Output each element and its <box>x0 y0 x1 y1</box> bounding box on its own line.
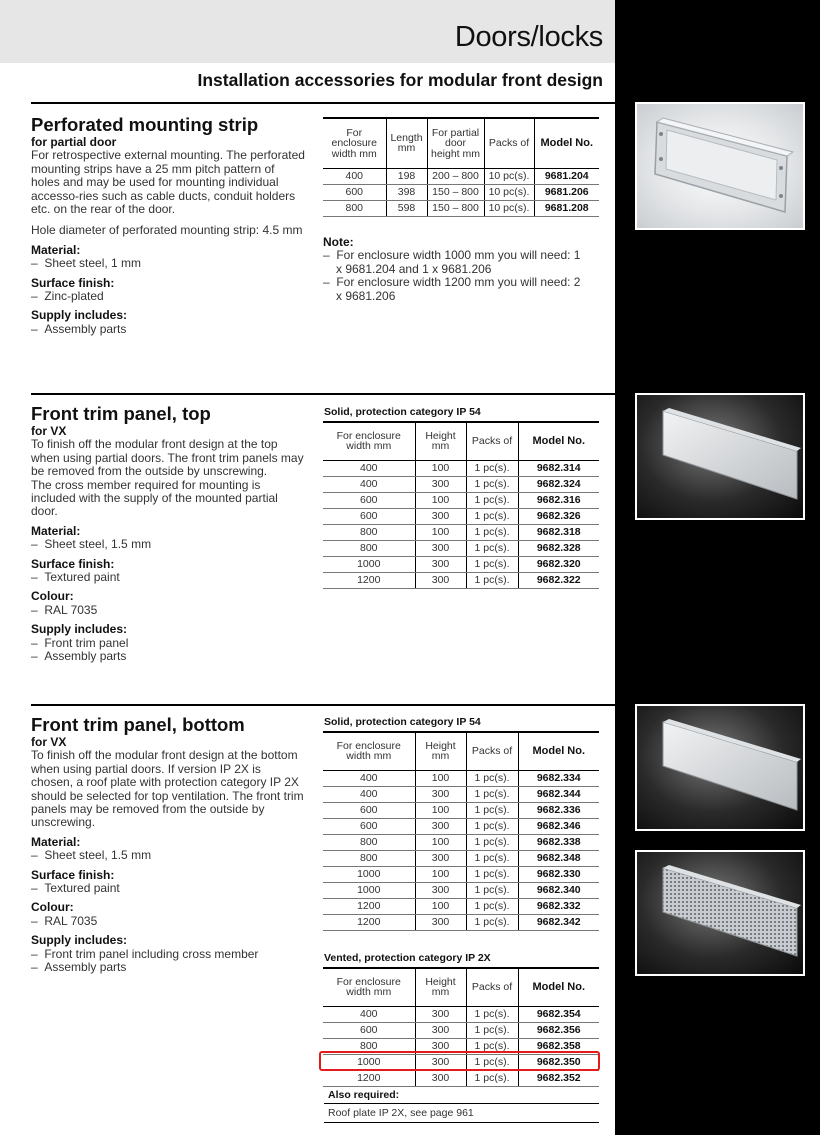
cell: 1 pc(s). <box>466 1038 518 1054</box>
cell: 800 <box>323 834 415 850</box>
note-item: – For enclosure width 1000 mm you will need: 1 x 9681.204 and 1 x 9681.206 <box>323 248 581 276</box>
table-caption: Solid, protection category IP 54 <box>324 716 481 728</box>
model-no-cell: 9682.352 <box>518 1070 599 1086</box>
col-header: Packs of <box>466 732 518 770</box>
table-row <box>323 786 599 802</box>
page-title: Doors/locks <box>454 21 603 53</box>
col-header: Length mm <box>386 118 427 168</box>
section-title: Front trim panel, bottom <box>31 714 245 735</box>
surface-label: Surface finish: <box>31 275 115 290</box>
supply-item: – Front trim panel <box>31 635 129 650</box>
cell: 400 <box>323 460 415 476</box>
supply-label: Supply includes: <box>31 933 128 948</box>
model-no-cell: 9682.326 <box>518 508 599 524</box>
table-row <box>323 476 599 492</box>
model-no-cell: 9682.342 <box>518 914 599 930</box>
trim-top-table <box>323 421 599 589</box>
col-header: Packs of <box>484 118 534 168</box>
surface-label: Surface finish: <box>31 867 115 882</box>
table-row <box>323 898 599 914</box>
description: For retrospective external mounting. The perforated mounting strips have a 25 mm pitch pattern of holes and may be used for mounting individual accesso-ries such as cable ducts, conduit holders etc. on the rear of the door. <box>31 148 305 217</box>
cell: 800 <box>323 1038 415 1054</box>
cell: 1 pc(s). <box>466 866 518 882</box>
cell: 600 <box>323 802 415 818</box>
material-value: – Sheet steel, 1.5 mm <box>31 848 152 863</box>
cell: 400 <box>323 786 415 802</box>
cell: 1 pc(s). <box>466 914 518 930</box>
cell: 100 <box>415 492 466 508</box>
table-row <box>323 914 599 930</box>
cell: 400 <box>323 476 415 492</box>
cell: 300 <box>415 572 466 588</box>
col-header: For enclosure width mm <box>323 422 415 460</box>
table-row <box>323 492 599 508</box>
cell: 300 <box>415 1006 466 1022</box>
cell: 150 – 800 <box>427 184 484 200</box>
cell: 300 <box>415 1054 466 1070</box>
cell: 1200 <box>323 898 415 914</box>
cell: 100 <box>415 802 466 818</box>
cell: 1200 <box>323 914 415 930</box>
model-no-cell: 9682.338 <box>518 834 599 850</box>
table-row <box>323 556 599 572</box>
section-rule <box>31 393 615 395</box>
cell: 10 pc(s). <box>484 168 534 184</box>
table-row <box>323 508 599 524</box>
section-subtitle: for partial door <box>31 135 117 149</box>
cell: 600 <box>323 818 415 834</box>
cell: 1 pc(s). <box>466 524 518 540</box>
table-header-row <box>323 968 599 1006</box>
cell: 1 pc(s). <box>466 1070 518 1086</box>
table-row <box>323 770 599 786</box>
cell: 400 <box>323 168 386 184</box>
cell: 1 pc(s). <box>466 882 518 898</box>
col-header: Packs of <box>466 968 518 1006</box>
cell: 1 pc(s). <box>466 492 518 508</box>
section-subtitle: for VX <box>31 735 67 749</box>
vented-panel-image <box>637 852 803 974</box>
col-header: For enclosure width mm <box>323 118 386 168</box>
table-caption: Solid, protection category IP 54 <box>324 406 481 418</box>
cell: 300 <box>415 882 466 898</box>
perforated-strip-table <box>323 117 599 217</box>
model-no-cell: 9682.332 <box>518 898 599 914</box>
col-header-model-no: Model No. <box>534 118 599 168</box>
table-row <box>323 572 599 588</box>
perforated-strip-image <box>637 104 803 228</box>
table-row <box>323 882 599 898</box>
cell: 1000 <box>323 866 415 882</box>
model-no-cell: 9682.344 <box>518 786 599 802</box>
cell: 400 <box>323 1006 415 1022</box>
colour-label: Colour: <box>31 900 74 915</box>
model-no-cell: 9682.358 <box>518 1038 599 1054</box>
surface-value: – Textured paint <box>31 570 120 585</box>
cell: 300 <box>415 1022 466 1038</box>
col-header-model-no: Model No. <box>518 968 599 1006</box>
table-row <box>323 1070 599 1086</box>
cell: 300 <box>415 786 466 802</box>
cell: 300 <box>415 1070 466 1086</box>
cell: 800 <box>323 850 415 866</box>
cell: 1000 <box>323 556 415 572</box>
cell: 1 pc(s). <box>466 556 518 572</box>
cell: 800 <box>323 200 386 216</box>
model-no-cell: 9682.336 <box>518 802 599 818</box>
trim-top-photo <box>635 393 805 520</box>
model-no-cell: 9682.334 <box>518 770 599 786</box>
cell: 198 <box>386 168 427 184</box>
supply-item: – Front trim panel including cross member <box>31 946 259 961</box>
material-value: – Sheet steel, 1 mm <box>31 256 142 271</box>
cell: 398 <box>386 184 427 200</box>
cell: 300 <box>415 556 466 572</box>
trim-bottom-panel-image <box>637 706 803 829</box>
cell: 1 pc(s). <box>466 770 518 786</box>
trim-bottom-vented-photo <box>635 850 805 976</box>
cell: 1200 <box>323 572 415 588</box>
model-no-cell: 9682.356 <box>518 1022 599 1038</box>
table-header-row <box>323 118 599 168</box>
cell: 600 <box>323 492 415 508</box>
also-required-text: Roof plate IP 2X, see page 961 <box>324 1104 599 1123</box>
table-row <box>323 834 599 850</box>
cell: 1 pc(s). <box>466 802 518 818</box>
model-no-cell: 9682.322 <box>518 572 599 588</box>
section-title: Perforated mounting strip <box>31 114 259 135</box>
highlight-box <box>319 1051 600 1071</box>
col-header: For enclosure width mm <box>323 732 415 770</box>
col-header: Height mm <box>415 422 466 460</box>
cell: 1 pc(s). <box>466 540 518 556</box>
table-row <box>323 818 599 834</box>
trim-bottom-solid-photo <box>635 704 805 831</box>
table-caption: Vented, protection category IP 2X <box>324 952 491 964</box>
col-header-model-no: Model No. <box>518 422 599 460</box>
description: To finish off the modular front design at the bottom when using partial doors. If version IP 2X is chosen, a roof plate with protection category IP 2X should be selected for top ventilation. The front trim panels may be removed from the outside by unscrewing. <box>31 748 304 830</box>
section-rule <box>31 102 615 104</box>
note-block <box>323 236 583 303</box>
supply-item: – Assembly parts <box>31 649 127 664</box>
cell: 300 <box>415 914 466 930</box>
cell: 800 <box>323 524 415 540</box>
trim-top-info <box>31 403 306 664</box>
cell: 300 <box>415 540 466 556</box>
model-no-cell: 9682.330 <box>518 866 599 882</box>
model-no-cell: 9681.204 <box>534 168 599 184</box>
material-label: Material: <box>31 523 81 538</box>
col-header: Height mm <box>415 732 466 770</box>
supply-label: Supply includes: <box>31 308 128 323</box>
cell: 300 <box>415 1038 466 1054</box>
cell: 100 <box>415 898 466 914</box>
model-no-cell: 9682.348 <box>518 850 599 866</box>
material-label: Material: <box>31 834 81 849</box>
surface-value: – Zinc-plated <box>31 289 104 304</box>
model-no-cell: 9682.324 <box>518 476 599 492</box>
cell: 600 <box>323 184 386 200</box>
cell: 1 pc(s). <box>466 850 518 866</box>
cell: 1 pc(s). <box>466 818 518 834</box>
col-header: Height mm <box>415 968 466 1006</box>
table-row <box>323 460 599 476</box>
table-row <box>323 200 599 216</box>
table-row <box>323 850 599 866</box>
model-no-cell: 9681.208 <box>534 200 599 216</box>
cell: 300 <box>415 818 466 834</box>
colour-value: – RAL 7035 <box>31 602 98 617</box>
section-subtitle: for VX <box>31 424 67 438</box>
model-no-cell: 9682.328 <box>518 540 599 556</box>
cell: 100 <box>415 524 466 540</box>
table-row <box>323 168 599 184</box>
col-header-model-no: Model No. <box>518 732 599 770</box>
table-row <box>323 184 599 200</box>
cell: 1 pc(s). <box>466 572 518 588</box>
cell: 598 <box>386 200 427 216</box>
trim-bottom-solid-table <box>323 731 599 931</box>
cell: 1000 <box>323 1054 415 1070</box>
col-header: For partial door height mm <box>427 118 484 168</box>
trim-top-panel-image <box>637 395 803 518</box>
model-no-cell: 9682.354 <box>518 1006 599 1022</box>
table-row <box>323 524 599 540</box>
surface-label: Surface finish: <box>31 556 115 571</box>
cell: 1 pc(s). <box>466 1054 518 1070</box>
model-no-cell: 9682.314 <box>518 460 599 476</box>
cell: 1200 <box>323 1070 415 1086</box>
material-value: – Sheet steel, 1.5 mm <box>31 537 152 552</box>
cell: 100 <box>415 834 466 850</box>
also-required-label: Also required: <box>324 1087 599 1104</box>
model-no-cell: 9682.340 <box>518 882 599 898</box>
note-label: Note: <box>323 235 354 249</box>
model-no-cell: 9682.350 <box>518 1054 599 1070</box>
cell: 300 <box>415 476 466 492</box>
table-row <box>323 540 599 556</box>
cell: 1 pc(s). <box>466 476 518 492</box>
table-header-row <box>323 732 599 770</box>
model-no-cell: 9682.318 <box>518 524 599 540</box>
model-no-cell: 9682.346 <box>518 818 599 834</box>
supply-label: Supply includes: <box>31 622 128 637</box>
cell: 1 pc(s). <box>466 1022 518 1038</box>
cell: 300 <box>415 508 466 524</box>
cell: 150 – 800 <box>427 200 484 216</box>
description: To finish off the modular front design at the top when using partial doors. The front trim panels may be removed from the outside by unscrewing. <box>31 437 304 479</box>
cell: 1 pc(s). <box>466 834 518 850</box>
section-title: Front trim panel, top <box>31 403 211 424</box>
cell: 1 pc(s). <box>466 786 518 802</box>
colour-label: Colour: <box>31 589 74 604</box>
cell: 1 pc(s). <box>466 508 518 524</box>
trim-bottom-info <box>31 714 306 975</box>
cell: 1 pc(s). <box>466 460 518 476</box>
supply-item: – Assembly parts <box>31 321 127 336</box>
note-item: – For enclosure width 1200 mm you will need: 2 x 9681.206 <box>323 275 581 303</box>
col-header: For enclosure width mm <box>323 968 415 1006</box>
table-row <box>323 1022 599 1038</box>
cell: 800 <box>323 540 415 556</box>
cell: 1 pc(s). <box>466 1006 518 1022</box>
cell: 1000 <box>323 882 415 898</box>
cell: 600 <box>323 508 415 524</box>
material-label: Material: <box>31 242 81 257</box>
surface-value: – Textured paint <box>31 881 120 896</box>
table-row <box>323 1006 599 1022</box>
cell: 200 – 800 <box>427 168 484 184</box>
cell: 10 pc(s). <box>484 184 534 200</box>
table-header-row <box>323 422 599 460</box>
cell: 300 <box>415 850 466 866</box>
cell: 600 <box>323 1022 415 1038</box>
description-2: The cross member required for mounting is included with the supply of the mounted partial door. <box>31 477 278 519</box>
cell: 1 pc(s). <box>466 898 518 914</box>
col-header: Packs of <box>466 422 518 460</box>
table-row <box>323 802 599 818</box>
cell: 100 <box>415 770 466 786</box>
page-subtitle: Installation accessories for modular front design <box>197 70 603 90</box>
section-rule <box>31 704 615 706</box>
also-required-block <box>324 1087 599 1123</box>
hole-diameter-text: Hole diameter of perforated mounting strip: 4.5 mm <box>31 223 303 238</box>
perforated-strip-info <box>31 114 306 336</box>
cell: 400 <box>323 770 415 786</box>
perforated-strip-photo <box>635 102 805 230</box>
model-no-cell: 9682.316 <box>518 492 599 508</box>
model-no-cell: 9682.320 <box>518 556 599 572</box>
cell: 10 pc(s). <box>484 200 534 216</box>
table-row <box>323 866 599 882</box>
cell: 100 <box>415 866 466 882</box>
cell: 100 <box>415 460 466 476</box>
supply-item: – Assembly parts <box>31 960 127 975</box>
colour-value: – RAL 7035 <box>31 913 98 928</box>
model-no-cell: 9681.206 <box>534 184 599 200</box>
